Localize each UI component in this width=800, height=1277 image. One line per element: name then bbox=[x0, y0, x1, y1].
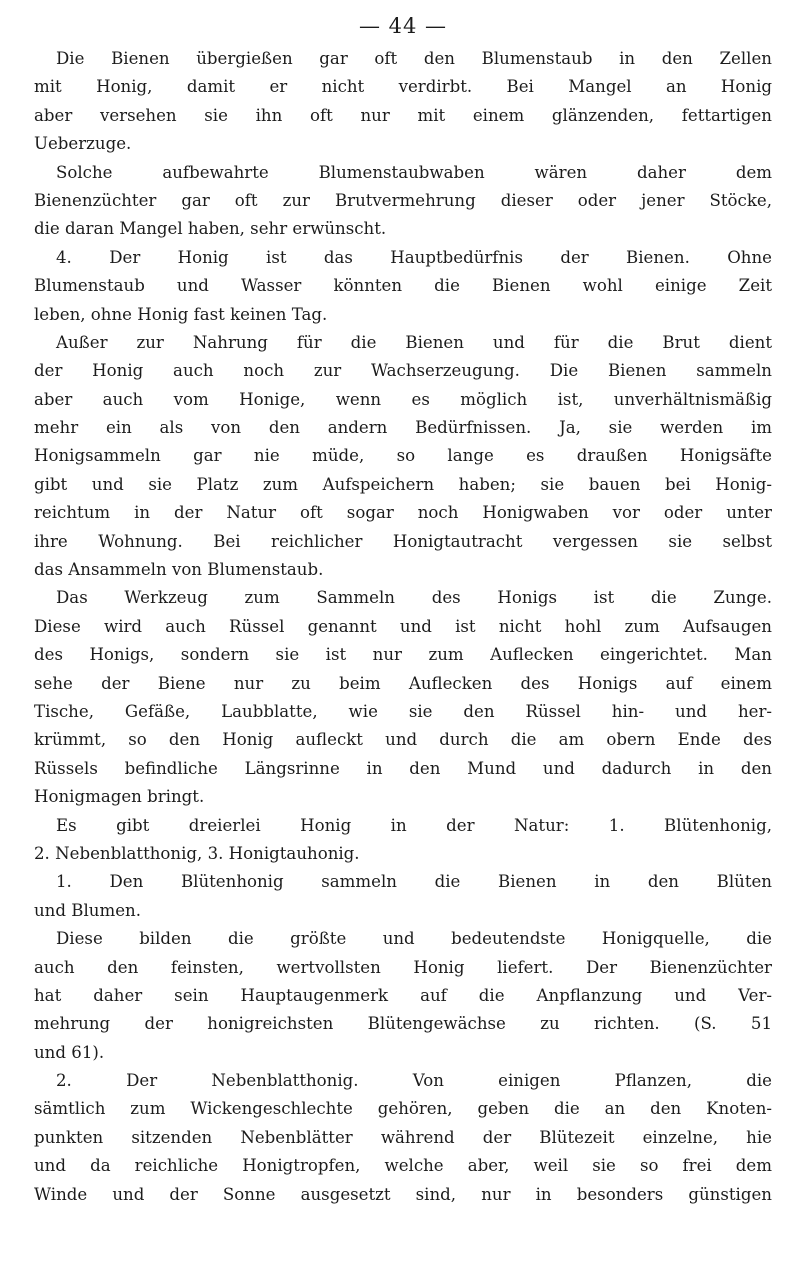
text-line: und da reichliche Honigtropfen, welche aber, weil sie so frei dem bbox=[34, 1156, 772, 1176]
text-line: mehrung der honigreichsten Blütengewächse zu richten. (S. 51 bbox=[34, 1014, 772, 1034]
text-line: Tische, Gefäße, Laubblatte, wie sie den Rüssel hin- und her- bbox=[34, 701, 772, 721]
text-line: mehr ein als von den andern Bedürfnissen. Ja, sie werden im bbox=[34, 418, 772, 438]
text-line: Winde und der Sonne ausgesetzt sind, nur in besonders günstigen bbox=[34, 1184, 772, 1204]
text-line: aber auch vom Honige, wenn es möglich ist, unverhältnismäßig bbox=[34, 389, 772, 409]
text-line: Es gibt dreierlei Honig in der Natur: 1. Blütenhonig, bbox=[56, 815, 772, 835]
text-line: Diese bilden die größte und bedeutendste Honigquelle, die bbox=[56, 929, 772, 949]
text-line: Das Werkzeug zum Sammeln des Honigs ist die Zunge. bbox=[56, 588, 772, 608]
text-line: die daran Mangel haben, sehr erwünscht. bbox=[34, 219, 387, 239]
text-line: 4. Der Honig ist das Hauptbedürfnis der Bienen. Ohne bbox=[56, 247, 772, 267]
text-line: auch den feinsten, wertvollsten Honig liefert. Der Bienenzüchter bbox=[34, 957, 772, 977]
text-line: 2. Der Nebenblatthonig. Von einigen Pflanzen, die bbox=[56, 1071, 772, 1091]
text-line: Außer zur Nahrung für die Bienen und für die Brut dient bbox=[56, 332, 772, 352]
text-line: ihre Wohnung. Bei reichlicher Honigtautracht vergessen sie selbst bbox=[34, 531, 772, 551]
text-line: hat daher sein Hauptaugenmerk auf die Anpflanzung und Ver- bbox=[34, 985, 772, 1005]
text-line: sämtlich zum Wickengeschlechte gehören, geben die an den Knoten- bbox=[34, 1099, 772, 1119]
text-line: sehe der Biene nur zu beim Auflecken des Honigs auf einem bbox=[34, 673, 772, 693]
text-line: krümmt, so den Honig aufleckt und durch die am obern Ende des bbox=[34, 730, 772, 750]
text-line: Solche aufbewahrte Blumenstaubwaben wären daher dem bbox=[56, 162, 772, 182]
body-text bbox=[34, 45, 772, 1209]
text-line: mit Honig, damit er nicht verdirbt. Bei Mangel an Honig bbox=[34, 77, 772, 97]
text-line: reichtum in der Natur oft sogar noch Honigwaben vor oder unter bbox=[34, 503, 772, 523]
text-line: der Honig auch noch zur Wachserzeugung. Die Bienen sammeln bbox=[34, 361, 772, 381]
text-line: gibt und sie Platz zum Aufspeichern haben; sie bauen bei Honig- bbox=[34, 474, 772, 494]
page-number: — 44 — bbox=[358, 14, 448, 38]
text-line: und 61). bbox=[34, 1042, 105, 1062]
page-header bbox=[34, 10, 772, 44]
text-line: 2. Nebenblatthonig, 3. Honigtauhonig. bbox=[34, 843, 360, 863]
text-line: Die Bienen übergießen gar oft den Blumenstaub in den Zellen bbox=[56, 49, 772, 68]
text-line: Bienenzüchter gar oft zur Brutvermehrung dieser oder jener Stöcke, bbox=[34, 190, 772, 210]
text-line: aber versehen sie ihn oft nur mit einem glänzenden, fettartigen bbox=[34, 105, 772, 125]
text-line: Honigmagen bringt. bbox=[34, 787, 205, 807]
text-line: und Blumen. bbox=[34, 900, 141, 920]
text-line: das Ansammeln von Blumenstaub. bbox=[34, 560, 324, 580]
text-line: leben, ohne Honig fast keinen Tag. bbox=[34, 304, 328, 324]
text-line: Rüssels befindliche Längsrinne in den Mund und dadurch in den bbox=[34, 758, 772, 778]
text-line: 1. Den Blütenhonig sammeln die Bienen in den Blüten bbox=[56, 872, 772, 892]
text-line: punkten sitzenden Nebenblätter während der Blütezeit einzelne, hie bbox=[34, 1127, 772, 1147]
text-line: Ueberzuge. bbox=[34, 134, 132, 154]
text-line: Honigsammeln gar nie müde, so lange es draußen Honigsäfte bbox=[34, 446, 772, 466]
text-line: Blumenstaub und Wasser könnten die Bienen wohl einige Zeit bbox=[34, 276, 772, 296]
text-line: Diese wird auch Rüssel genannt und ist nicht hohl zum Aufsaugen bbox=[34, 616, 772, 636]
text-line: des Honigs, sondern sie ist nur zum Auflecken eingerichtet. Man bbox=[34, 645, 772, 665]
